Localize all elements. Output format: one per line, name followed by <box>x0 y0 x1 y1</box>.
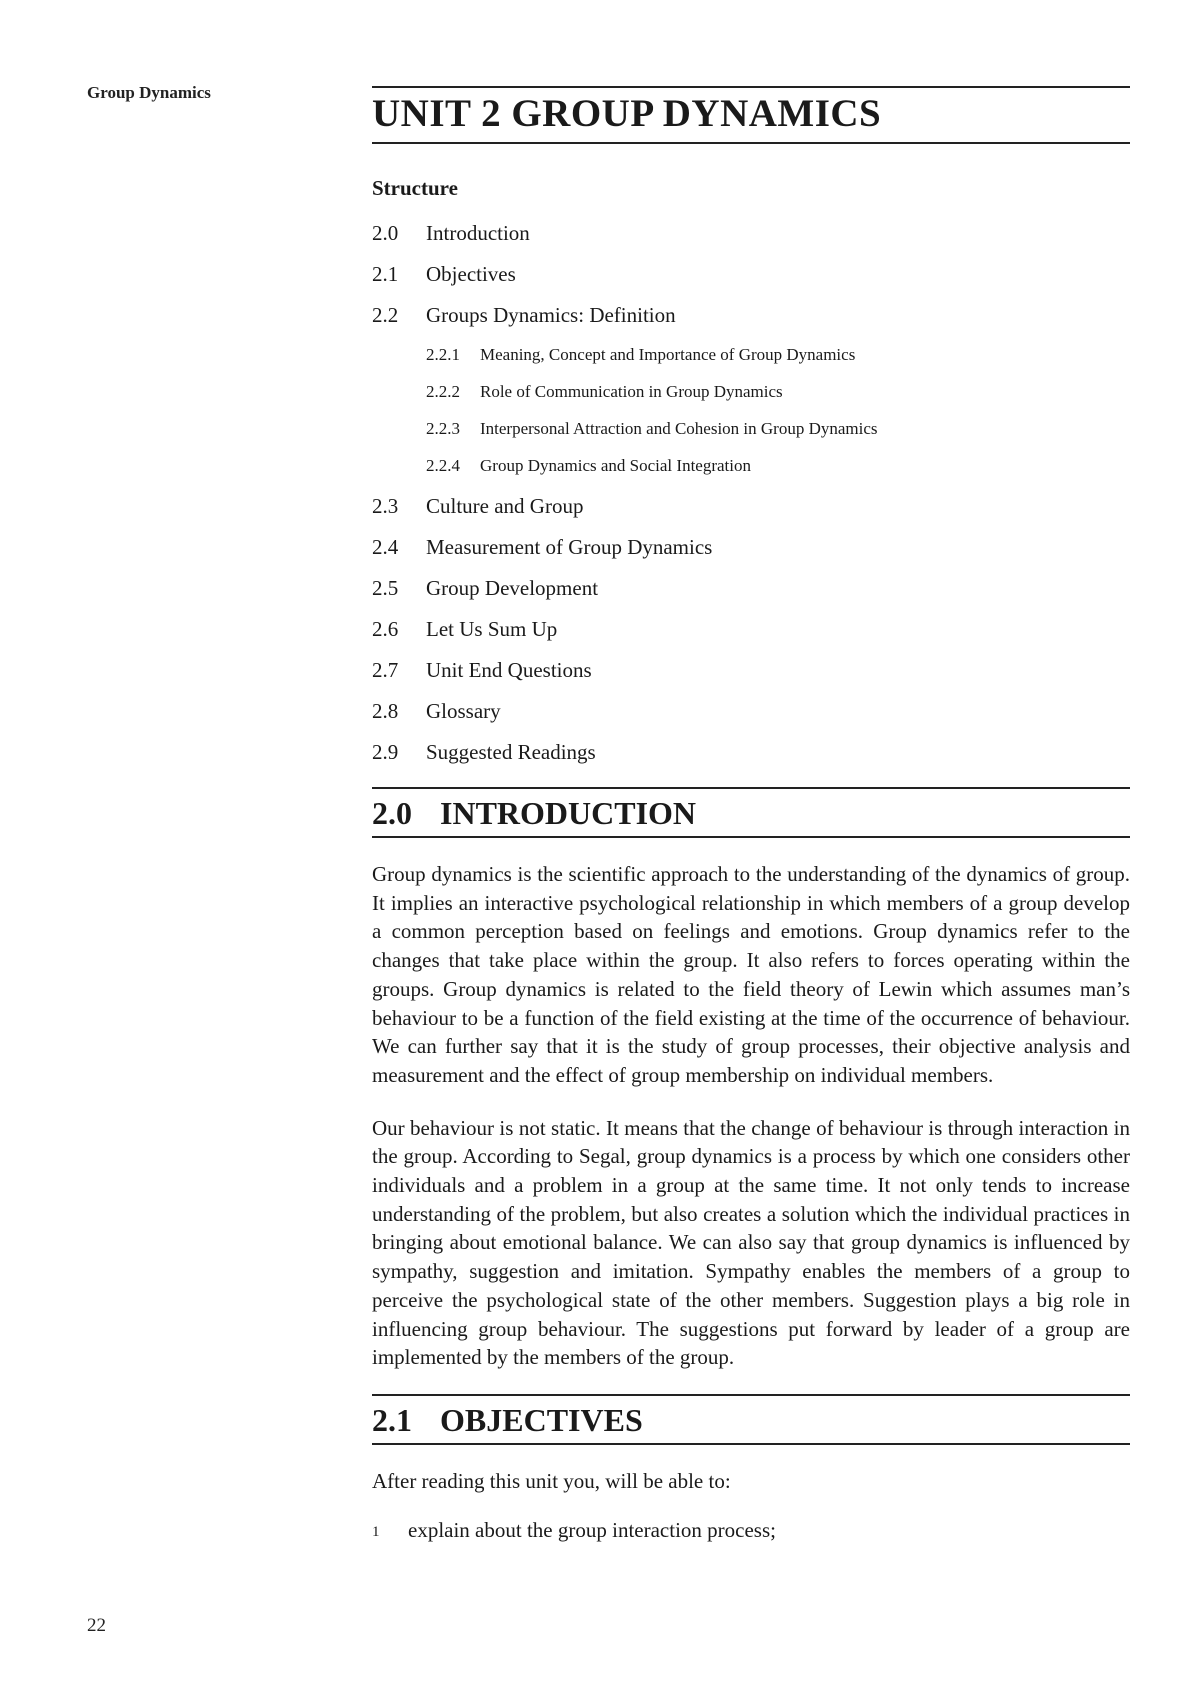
body-paragraph: Group dynamics is the scientific approach to the understanding of the dynamics of group. It implies an interactive psychological relationship in which members of a group develop a common perception based on feelings and emotions. Group dynamics refer to the changes that take place within the group. It also refers to forces operating within the groups. Group dynamics is related to the field theory of Lewin which assumes man’s behaviour to be a function of the field existing at the time of the occurrence of behaviour. We can further say that it is the study of group processes, their objective analysis and measurement and the effect of group membership on individual members. <box>372 862 1130 1087</box>
list-item-text: explain about the group interaction process; <box>408 1517 776 1542</box>
toc-item <box>372 576 1130 601</box>
section-bottom-rule <box>372 1443 1130 1445</box>
section-bottom-rule <box>372 836 1130 838</box>
introduction-section <box>372 787 1130 1372</box>
toc-item-label: Culture and Group <box>426 494 584 518</box>
toc-item-number: 2.9 <box>372 740 399 764</box>
section-top-rule <box>372 1394 1130 1396</box>
toc-subitem <box>426 418 1130 439</box>
body-paragraph: Our behaviour is not static. It means that the change of behaviour is through interaction in the group. According to Segal, group dynamics is a process by which one considers other individuals and a problem in a group at the same time. It not only tends to increase understanding of the problem, but also creates a solution which the individual practices in bringing about emotional balance. We can also say that group dynamics is influenced by sympathy, suggestion and imitation. Sympathy enables the members of a group to perceive the psychological state of the other members. Suggestion plays a big role in influencing group behaviour. The suggestions put forward by leader of a group are implemented by the members of the group. <box>372 1115 1130 1370</box>
toc-item <box>372 617 1130 642</box>
toc-item-number: 2.2.3 <box>426 419 460 438</box>
toc-item-label: Role of Communication in Group Dynamics <box>480 382 783 401</box>
structure-heading: Structure <box>372 176 458 200</box>
toc-item-label: Interpersonal Attraction and Cohesion in Group Dynamics <box>480 419 878 438</box>
section-title: INTRODUCTION <box>440 795 697 831</box>
toc-item <box>372 535 1130 560</box>
toc-item-number: 2.2.1 <box>426 345 460 364</box>
toc-item-label: Measurement of Group Dynamics <box>426 535 713 559</box>
toc-item-label: Glossary <box>426 699 501 723</box>
objectives-section <box>372 1394 1130 1546</box>
toc-item-label: Objectives <box>426 262 516 286</box>
toc-item-number: 2.0 <box>372 221 399 245</box>
toc-item <box>372 699 1130 724</box>
toc-item-number: 2.2.2 <box>426 382 460 401</box>
toc-subitem <box>426 381 1130 402</box>
toc-item-label: Group Development <box>426 576 599 600</box>
toc-item-number: 2.2.4 <box>426 456 460 475</box>
section-heading <box>372 795 1130 831</box>
toc-item-number: 2.8 <box>372 699 399 723</box>
section-title: OBJECTIVES <box>440 1401 643 1438</box>
toc-item-label: Group Dynamics and Social Integration <box>480 456 751 475</box>
toc-item-number: 2.3 <box>372 494 399 518</box>
toc-item-number: 2.1 <box>372 262 399 286</box>
toc-item-number: 2.4 <box>372 535 399 559</box>
toc-item-number: 2.6 <box>372 617 399 641</box>
list-item <box>372 1516 1130 1546</box>
toc-item-number: 2.7 <box>372 658 399 682</box>
toc-item-label: Unit End Questions <box>426 658 592 682</box>
title-top-rule <box>372 86 1130 88</box>
toc-item <box>372 658 1130 683</box>
toc-item <box>372 262 1130 287</box>
toc-subitem <box>426 344 1130 365</box>
toc-item <box>372 740 1130 765</box>
objectives-lead: After reading this unit you, will be able to: <box>372 1468 731 1493</box>
bullet-marker: 1 <box>372 1523 380 1540</box>
toc-item-label: Meaning, Concept and Importance of Group Dynamics <box>480 345 856 364</box>
toc-subitem <box>426 455 1130 476</box>
objectives-list <box>372 1516 1130 1546</box>
toc-item <box>372 494 1130 519</box>
running-head: Group Dynamics <box>87 83 211 102</box>
page-content <box>372 86 1130 1546</box>
section-number: 2.1 <box>372 1401 412 1438</box>
toc-item <box>372 221 1130 246</box>
title-bottom-rule <box>372 142 1130 144</box>
section-heading <box>372 1402 1130 1438</box>
toc-item-number: 2.5 <box>372 576 399 600</box>
page-number: 22 <box>87 1615 106 1636</box>
toc-item-label: Let Us Sum Up <box>426 617 558 641</box>
toc-item-label: Suggested Readings <box>426 740 596 764</box>
section-number: 2.0 <box>372 795 412 831</box>
toc-item-number: 2.2 <box>372 303 399 327</box>
toc-item-label: Groups Dynamics: Definition <box>426 303 676 327</box>
toc-item <box>372 303 1130 328</box>
unit-title: UNIT 2 GROUP DYNAMICS <box>372 92 882 135</box>
table-of-contents <box>372 221 1130 765</box>
section-top-rule <box>372 787 1130 789</box>
toc-item-label: Introduction <box>426 221 530 245</box>
